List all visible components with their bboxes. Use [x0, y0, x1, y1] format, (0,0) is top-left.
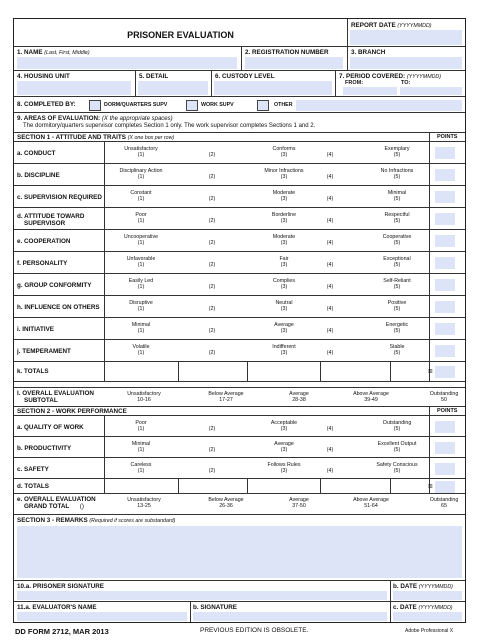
- score-descriptor: Careless: [130, 462, 152, 468]
- score-value: (4): [326, 306, 334, 312]
- score-value: (5): [393, 240, 401, 246]
- points-input[interactable]: [435, 442, 455, 454]
- section2-equals: =: [428, 482, 433, 491]
- score-value: (1): [137, 447, 145, 453]
- range-1: [112, 391, 176, 403]
- range-2: [194, 497, 258, 509]
- score-descriptor: Minimal: [131, 322, 151, 328]
- section1-row: [14, 252, 465, 274]
- range-name: Above Average: [353, 391, 389, 397]
- row-label: c. SAFETY: [17, 466, 49, 473]
- score-value: (5): [393, 306, 401, 312]
- score-value: (3): [280, 306, 288, 312]
- evaluator-date-label: c. DATE (YYYYMMDD): [393, 604, 453, 611]
- score-descriptor: Poor: [135, 212, 147, 218]
- score-value: (1): [137, 284, 145, 290]
- score-option-1[interactable]: [111, 441, 171, 453]
- score-descriptor: Minimal: [131, 441, 151, 447]
- score-value: (2): [208, 284, 216, 290]
- score-option-2[interactable]: [182, 196, 242, 202]
- row-label: a. QUALITY OF WORK: [17, 424, 84, 431]
- section2-title: SECTION 2 - WORK PERFORMANCE: [17, 408, 127, 415]
- evaluator-date-input[interactable]: [393, 612, 462, 621]
- score-option-4[interactable]: [300, 468, 360, 474]
- score-value: (2): [208, 240, 216, 246]
- adobe-note: Adobe Professional X: [405, 628, 454, 634]
- range-name: Average: [289, 391, 309, 397]
- evaluator-name-input[interactable]: [17, 612, 187, 621]
- score-option-5[interactable]: [367, 190, 427, 202]
- score-value: (4): [326, 174, 334, 180]
- score-option-5[interactable]: [367, 344, 427, 356]
- evaluator-signature-input[interactable]: [193, 612, 387, 621]
- custody-input[interactable]: [214, 81, 332, 95]
- name-row: [14, 47, 465, 71]
- score-option-2[interactable]: [182, 328, 242, 334]
- custody-label: 6. CUSTODY LEVEL: [215, 73, 275, 80]
- score-value: (4): [326, 240, 334, 246]
- prisoner-date-label: b. DATE (YYYYMMDD): [393, 583, 453, 590]
- score-descriptor: Minimal: [387, 190, 407, 196]
- score-option-1[interactable]: [111, 212, 171, 224]
- range-name: Average: [289, 497, 309, 503]
- range-value: 28-38: [292, 397, 306, 403]
- title-row: [14, 19, 465, 47]
- points-input[interactable]: [435, 169, 455, 181]
- score-option-5[interactable]: [367, 234, 427, 246]
- section1-row: [14, 208, 465, 230]
- score-value: (3): [280, 174, 288, 180]
- form-id: DD FORM 2712, MAR 2013: [15, 627, 109, 636]
- range-value: 50: [441, 397, 447, 403]
- score-descriptor: Borderline: [271, 212, 297, 218]
- points-input[interactable]: [435, 323, 455, 335]
- evaluation-form: [13, 18, 466, 623]
- score-value: (2): [208, 218, 216, 224]
- score-descriptor: Unfavorable: [126, 256, 156, 262]
- score-value: (5): [393, 328, 401, 334]
- section2-totals-row: [14, 479, 465, 494]
- section1-title: SECTION 1 - ATTITUDE AND TRAITS (X one box per row): [17, 134, 175, 141]
- score-descriptor: Constant: [130, 190, 152, 196]
- score-option-1[interactable]: [111, 190, 171, 202]
- score-option-1[interactable]: [111, 168, 171, 180]
- score-option-1[interactable]: [111, 420, 171, 432]
- score-value: (3): [280, 468, 288, 474]
- row-label: g. GROUP CONFORMITY: [17, 282, 92, 289]
- work-supv-checkbox[interactable]: [186, 100, 198, 111]
- score-descriptor: No Infractions: [380, 168, 414, 174]
- section1-points-label: POINTS: [437, 134, 458, 140]
- score-option-2[interactable]: [182, 152, 242, 158]
- score-value: (4): [326, 262, 334, 268]
- score-option-5[interactable]: [367, 256, 427, 268]
- range-name: Below Average: [208, 391, 244, 397]
- row-label: d. ATTITUDE TOWARD SUPERVISOR: [17, 213, 85, 227]
- score-descriptor: Volatile: [132, 344, 150, 350]
- score-option-1[interactable]: [111, 344, 171, 356]
- range-name: Unsatisfactory: [127, 497, 161, 503]
- score-value: (5): [393, 350, 401, 356]
- score-value: (5): [393, 426, 401, 432]
- range-name: Above Average: [353, 497, 389, 503]
- score-option-1[interactable]: [111, 462, 171, 474]
- score-option-5[interactable]: [367, 212, 427, 224]
- prisoner-date-input[interactable]: [393, 591, 462, 600]
- score-descriptor: Minor Infractions: [264, 168, 304, 174]
- section2-row: [14, 437, 465, 458]
- score-descriptor: Excellent Output: [377, 441, 417, 447]
- score-descriptor: Average: [274, 441, 294, 447]
- section2-totals-label: d. TOTALS: [17, 483, 49, 490]
- score-option-4[interactable]: [300, 152, 360, 158]
- score-descriptor: Disciplinary Action: [119, 168, 163, 174]
- branch-input[interactable]: [350, 57, 462, 69]
- section1-row: [14, 230, 465, 252]
- section1-row: [14, 186, 465, 208]
- score-value: (2): [208, 328, 216, 334]
- score-descriptor: Uncooperative: [123, 234, 159, 240]
- score-option-2[interactable]: [182, 447, 242, 453]
- score-option-2[interactable]: [182, 240, 242, 246]
- score-descriptor: Respectful: [384, 212, 410, 218]
- score-value: (3): [280, 447, 288, 453]
- score-option-5[interactable]: [367, 146, 427, 158]
- range-5: [412, 497, 476, 509]
- housing-row: [14, 71, 465, 97]
- row-label: j. TEMPERAMENT: [17, 348, 71, 355]
- remarks-input[interactable]: [17, 526, 462, 578]
- row-label: f. PERSONALITY: [17, 260, 68, 267]
- range-5: [412, 391, 476, 403]
- score-value: (2): [208, 196, 216, 202]
- score-value: (2): [208, 350, 216, 356]
- score-value: (4): [326, 196, 334, 202]
- score-value: (3): [280, 350, 288, 356]
- evaluator-name-label: 11.a. EVALUATOR'S NAME: [17, 604, 97, 611]
- score-option-4[interactable]: [300, 328, 360, 334]
- section2-header: [14, 407, 465, 416]
- section1-totals-label: k. TOTALS: [17, 368, 49, 375]
- overall-grand-label: e. OVERALL EVALUATION GRAND TOTAL (): [17, 496, 96, 510]
- range-4: [339, 391, 403, 403]
- score-descriptor: Self-Reliant: [383, 278, 411, 284]
- score-value: (2): [208, 262, 216, 268]
- period-to-label: TO:: [401, 80, 411, 86]
- score-descriptor: Neutral: [275, 300, 293, 306]
- range-value: 39-49: [364, 397, 378, 403]
- housing-label: 4. HOUSING UNIT: [17, 73, 70, 80]
- score-descriptor: Indifferent: [272, 344, 296, 350]
- points-input[interactable]: [435, 191, 455, 203]
- report-date-input[interactable]: [350, 30, 462, 45]
- row-label: e. COOPERATION: [17, 238, 71, 245]
- score-value: (1): [137, 350, 145, 356]
- completed-by-row: [14, 97, 465, 113]
- score-value: (3): [280, 196, 288, 202]
- row-label: i. INITIATIVE: [17, 326, 54, 333]
- score-descriptor: Energetic: [385, 322, 409, 328]
- score-descriptor: Complies: [272, 278, 296, 284]
- score-value: (5): [393, 196, 401, 202]
- score-option-2[interactable]: [182, 284, 242, 290]
- row-label: c. SUPERVISION REQUIRED: [17, 194, 102, 201]
- score-value: (3): [280, 284, 288, 290]
- score-value: (1): [137, 262, 145, 268]
- score-option-2[interactable]: [182, 218, 242, 224]
- score-value: (4): [326, 284, 334, 290]
- score-option-4[interactable]: [300, 196, 360, 202]
- score-descriptor: Fair: [279, 256, 289, 262]
- points-input[interactable]: [435, 301, 455, 313]
- row-label: h. INFLUENCE ON OTHERS: [17, 304, 100, 311]
- score-descriptor: Follows Rules: [267, 462, 301, 468]
- areas-note: The dormitory/quarters supervisor completes Section 1 only. The work supervisor completes Sections 1 and 2.: [23, 123, 316, 129]
- score-descriptor: Poor: [135, 420, 147, 426]
- score-value: (3): [280, 328, 288, 334]
- housing-input[interactable]: [17, 81, 131, 95]
- score-value: (2): [208, 306, 216, 312]
- score-option-1[interactable]: [111, 234, 171, 246]
- section1-equals: =: [428, 367, 433, 376]
- score-value: (3): [280, 240, 288, 246]
- overall-subtotal-row: [14, 388, 465, 407]
- score-value: (2): [208, 152, 216, 158]
- score-option-5[interactable]: [367, 278, 427, 290]
- score-option-4[interactable]: [300, 284, 360, 290]
- score-descriptor: Easily Led: [128, 278, 154, 284]
- branch-label: 3. BRANCH: [351, 49, 386, 56]
- score-value: (2): [208, 447, 216, 453]
- score-value: (1): [137, 328, 145, 334]
- score-value: (1): [137, 152, 145, 158]
- score-option-2[interactable]: [182, 262, 242, 268]
- score-descriptor: Exemplary: [384, 146, 410, 152]
- score-option-5[interactable]: [367, 420, 427, 432]
- score-descriptor: Moderate: [272, 234, 296, 240]
- range-value: 10-16: [137, 397, 151, 403]
- score-value: (5): [393, 174, 401, 180]
- score-value: (5): [393, 284, 401, 290]
- section1-totals-row: [14, 362, 465, 382]
- range-2: [194, 391, 258, 403]
- overall-grand-row: [14, 494, 465, 515]
- score-descriptor: Safety Conscious: [376, 462, 418, 468]
- score-option-2[interactable]: [182, 174, 242, 180]
- score-descriptor: Positive: [387, 300, 407, 306]
- score-value: (2): [208, 426, 216, 432]
- points-input[interactable]: [435, 147, 455, 159]
- score-value: (1): [137, 174, 145, 180]
- score-value: (4): [326, 152, 334, 158]
- score-option-4[interactable]: [300, 218, 360, 224]
- dorm-supv-checkbox[interactable]: [89, 100, 101, 111]
- remarks-label: SECTION 3 - REMARKS (Required if scores are substandard): [17, 517, 176, 524]
- score-value: (1): [137, 240, 145, 246]
- score-option-4[interactable]: [300, 426, 360, 432]
- score-descriptor: Outstanding: [382, 420, 412, 426]
- section1-row: [14, 164, 465, 186]
- points-input[interactable]: [435, 463, 455, 475]
- score-descriptor: Disruptive: [129, 300, 153, 306]
- score-option-2[interactable]: [182, 350, 242, 356]
- score-option-4[interactable]: [300, 350, 360, 356]
- section1-row: [14, 274, 465, 296]
- score-value: (5): [393, 262, 401, 268]
- points-input[interactable]: [435, 257, 455, 269]
- score-option-2[interactable]: [182, 468, 242, 474]
- score-option-1[interactable]: [111, 146, 171, 158]
- evaluator-row: [14, 602, 465, 622]
- completed-by-label: 8. COMPLETED BY:: [17, 101, 76, 108]
- name-input[interactable]: [17, 57, 237, 69]
- points-input[interactable]: [435, 345, 455, 357]
- score-option-4[interactable]: [300, 174, 360, 180]
- score-value: (3): [280, 218, 288, 224]
- section2-points-label: POINTS: [437, 408, 458, 414]
- score-value: (1): [137, 426, 145, 432]
- score-descriptor: Average: [274, 322, 294, 328]
- overall-subtotal-label: l. OVERALL EVALUATION SUBTOTAL: [17, 390, 94, 404]
- score-option-1[interactable]: [111, 322, 171, 334]
- score-value: (1): [137, 306, 145, 312]
- section2-total-input[interactable]: [435, 481, 455, 493]
- score-value: (4): [326, 218, 334, 224]
- range-name: Outstanding: [429, 391, 459, 397]
- score-value: (4): [326, 468, 334, 474]
- range-name: Outstanding: [429, 497, 459, 503]
- prisoner-signature-input[interactable]: [17, 591, 387, 600]
- areas-label: 9. AREAS OF EVALUATION: (X the appropriate spaces): [17, 115, 173, 122]
- points-input[interactable]: [435, 213, 455, 225]
- points-input[interactable]: [435, 235, 455, 247]
- row-label: b. PRODUCTIVITY: [17, 445, 72, 452]
- score-option-5[interactable]: [367, 462, 427, 474]
- detail-label: 5. DETAIL: [139, 73, 169, 80]
- range-value: 65: [441, 503, 447, 509]
- score-descriptor: Cooperative: [382, 234, 412, 240]
- other-checkbox[interactable]: [257, 100, 269, 111]
- section1-row: [14, 318, 465, 340]
- section2-row: [14, 458, 465, 479]
- form-title: PRISONER EVALUATION: [127, 30, 234, 40]
- row-label: a. CONDUCT: [17, 150, 56, 157]
- score-descriptor: Acceptable: [270, 420, 298, 426]
- score-descriptor: Exceptional: [383, 256, 411, 262]
- score-value: (4): [326, 350, 334, 356]
- range-name: Unsatisfactory: [127, 391, 161, 397]
- range-3: [267, 497, 331, 509]
- section1-total-input[interactable]: [435, 366, 455, 378]
- dorm-supv-label: DORM/QUARTERS SUPV: [104, 102, 168, 108]
- score-option-5[interactable]: [367, 300, 427, 312]
- range-value: 51-64: [364, 503, 378, 509]
- score-descriptor: Unsatisfactory: [124, 146, 158, 152]
- score-option-1[interactable]: [111, 278, 171, 290]
- section2-row: [14, 416, 465, 437]
- work-supv-label: WORK SUPV: [201, 102, 234, 108]
- score-option-2[interactable]: [182, 426, 242, 432]
- report-date-label: REPORT DATE (YYYYMMDD): [351, 22, 432, 29]
- points-input[interactable]: [435, 279, 455, 291]
- range-value: 17-27: [219, 397, 233, 403]
- range-value: 26-36: [219, 503, 233, 509]
- score-option-1[interactable]: [111, 300, 171, 312]
- score-value: (5): [393, 447, 401, 453]
- points-input[interactable]: [435, 421, 455, 433]
- score-option-5[interactable]: [367, 168, 427, 180]
- period-from-label: FROM:: [345, 80, 364, 86]
- other-input[interactable]: [296, 100, 462, 111]
- section1-row: [14, 296, 465, 318]
- section1-row: [14, 340, 465, 362]
- score-value: (3): [280, 426, 288, 432]
- score-option-1[interactable]: [111, 256, 171, 268]
- period-to-input[interactable]: [400, 87, 462, 95]
- score-value: (5): [393, 468, 401, 474]
- range-1: [112, 497, 176, 509]
- range-value: 37-50: [292, 503, 306, 509]
- score-value: (1): [137, 468, 145, 474]
- score-value: (2): [208, 174, 216, 180]
- score-value: (1): [137, 218, 145, 224]
- score-value: (2): [208, 468, 216, 474]
- other-label: OTHER: [274, 102, 293, 108]
- prisoner-signature-row: [14, 581, 465, 602]
- score-descriptor: Moderate: [272, 190, 296, 196]
- score-option-5[interactable]: [367, 322, 427, 334]
- section1-header: [14, 133, 465, 142]
- prisoner-signature-label: 10.a. PRISONER SIGNATURE: [17, 583, 105, 590]
- score-value: (5): [393, 218, 401, 224]
- score-option-2[interactable]: [182, 306, 242, 312]
- range-value: 13-25: [137, 503, 151, 509]
- score-descriptor: Stable: [389, 344, 405, 350]
- remarks-row: [14, 515, 465, 581]
- period-from-input[interactable]: [343, 87, 397, 95]
- range-3: [267, 391, 331, 403]
- areas-row: [14, 113, 465, 133]
- registration-label: 2. REGISTRATION NUMBER: [245, 49, 329, 56]
- detail-input[interactable]: [138, 81, 208, 95]
- period-label: 7. PERIOD COVERED: (YYYYMMDD): [339, 73, 442, 80]
- score-option-4[interactable]: [300, 240, 360, 246]
- obsolete-note: PREVIOUS EDITION IS OBSOLETE.: [200, 627, 309, 634]
- score-option-5[interactable]: [367, 441, 427, 453]
- score-option-4[interactable]: [300, 262, 360, 268]
- score-value: (3): [280, 262, 288, 268]
- range-4: [339, 497, 403, 509]
- range-name: Below Average: [208, 497, 244, 503]
- score-value: (5): [393, 152, 401, 158]
- score-value: (1): [137, 196, 145, 202]
- evaluator-signature-label: b. SIGNATURE: [193, 604, 237, 611]
- score-option-4[interactable]: [300, 447, 360, 453]
- name-label: 1. NAME (Last, First, Middle): [17, 49, 90, 56]
- score-descriptor: Conforms: [272, 146, 296, 152]
- score-option-4[interactable]: [300, 306, 360, 312]
- section1-row: [14, 142, 465, 164]
- score-value: (4): [326, 447, 334, 453]
- score-value: (4): [326, 328, 334, 334]
- registration-input[interactable]: [245, 57, 343, 69]
- row-label: b. DISCIPLINE: [17, 172, 60, 179]
- score-value: (4): [326, 426, 334, 432]
- score-value: (3): [280, 152, 288, 158]
